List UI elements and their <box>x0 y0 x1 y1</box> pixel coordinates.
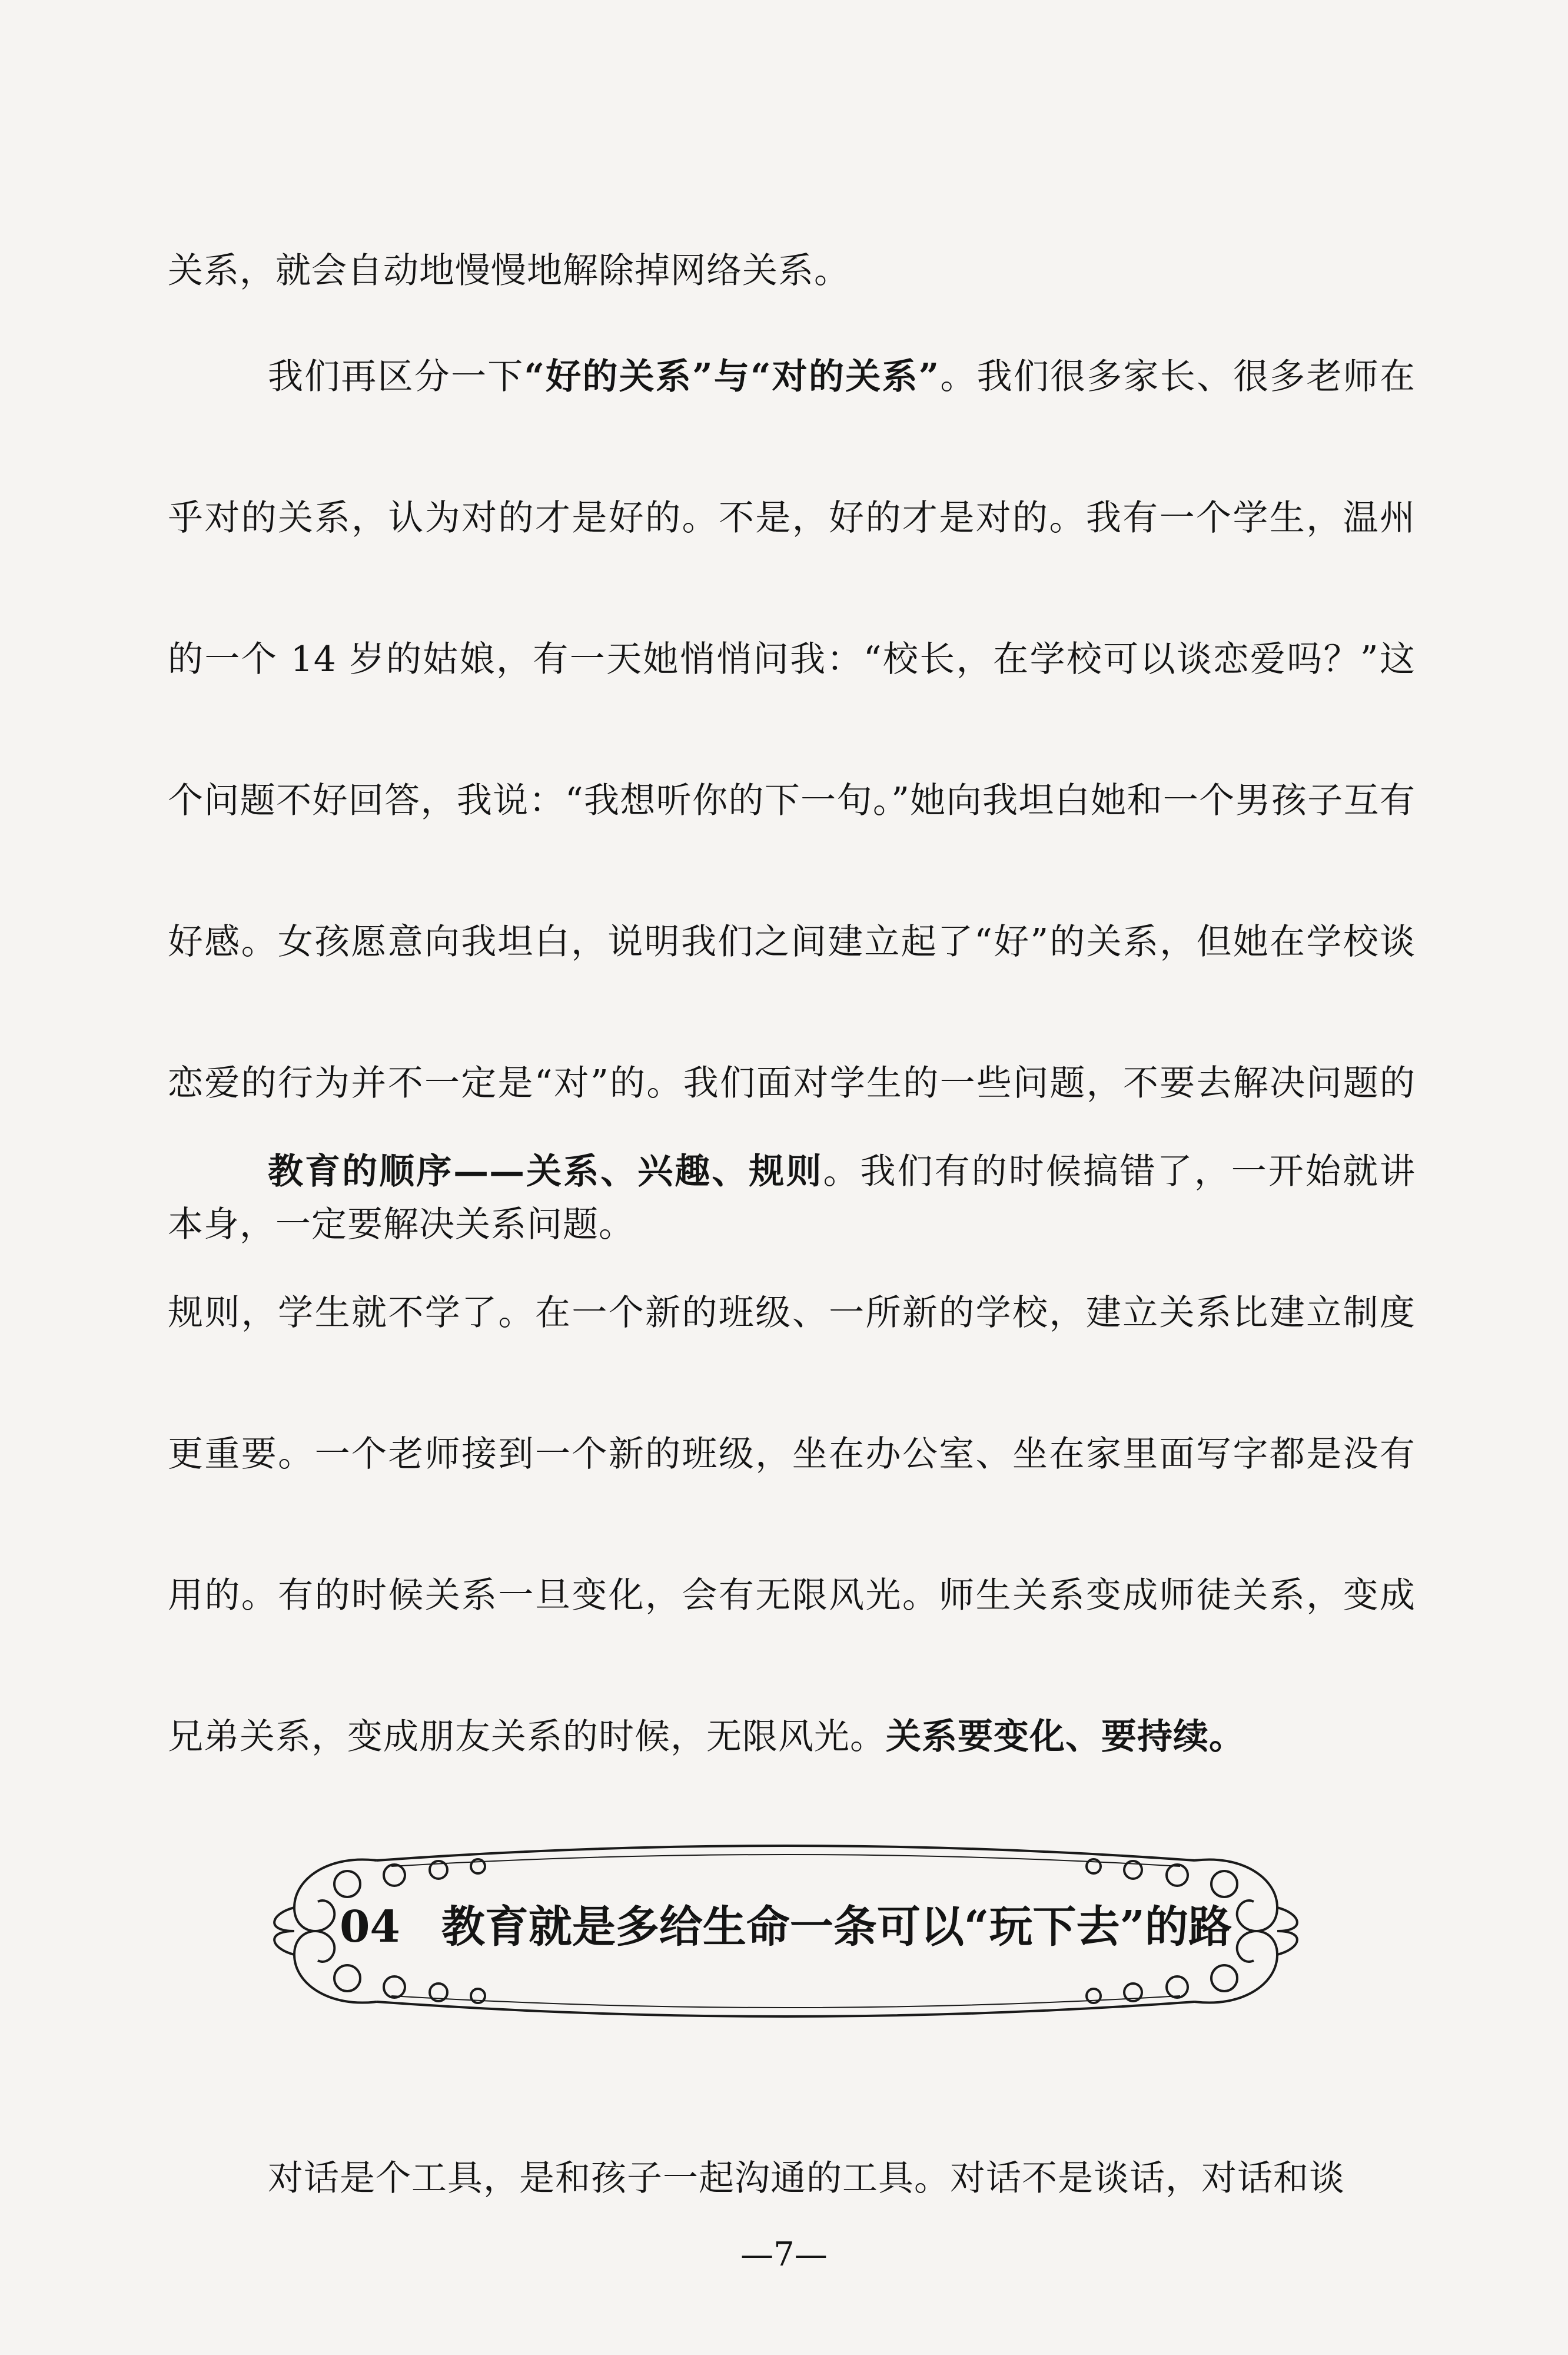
paragraph-education-order: 教育的顺序——关系、兴趣、规则。我们有的时候搞错了，一开始就讲规则，学生就不学了。在一个新的班级、一所新的学校，建立关系比建立制度更重要。一个老师接到一个新的班级，坐在办公室、坐在家里面写字都是没有用的。有的时候关系一旦变化，会有无限风光。师生关系变成师徒关系，变成兄弟关系，变成朋友关系的时候，无限风光。关系要变化、要持续。 <box>168 1151 1416 1757</box>
paragraph-continuation: 关系，就会自动地慢慢地解除掉网络关系。 <box>168 250 850 291</box>
section-title: 教育就是多给生命一条可以“玩下去”的路 <box>441 1902 1233 1952</box>
page-number: —7— <box>740 2235 828 2274</box>
section-heading <box>259 1825 1313 2043</box>
bold-phrase: “好的关系”与“对的关系” <box>524 356 940 397</box>
paragraph-good-vs-right-relationship: 我们再区分一下“好的关系”与“对的关系”。我们很多家长、很多老师在乎对的关系，认为对的才是好的。不是，好的才是对的。我有一个学生，温州的一个 14 岁的姑娘，有一天她悄悄问我：“校长，在学校可以谈恋爱吗？”这个问题不好回答，我说：“我想听你的下一句。”她向我坦白她和一个男孩子互有好感。女孩愿意向我坦白，说明我们之间建立起了“好”的关系，但她在学校谈恋爱的行为并不一定是“对”的。我们面对学生的一些问题，不要去解决问题的本身，一定要解决关系问题。 <box>168 356 1416 1245</box>
bold-phrase: 教育的顺序——关系、兴趣、规则 <box>268 1151 823 1192</box>
section-heading-text <box>259 1895 1313 1959</box>
section-number: 04 <box>339 1902 400 1952</box>
paragraph-dialogue-tool: 对话是个工具，是和孩子一起沟通的工具。对话不是谈话，对话和谈 <box>268 2158 1345 2199</box>
bold-phrase: 关系要变化、要持续。 <box>886 1716 1245 1757</box>
